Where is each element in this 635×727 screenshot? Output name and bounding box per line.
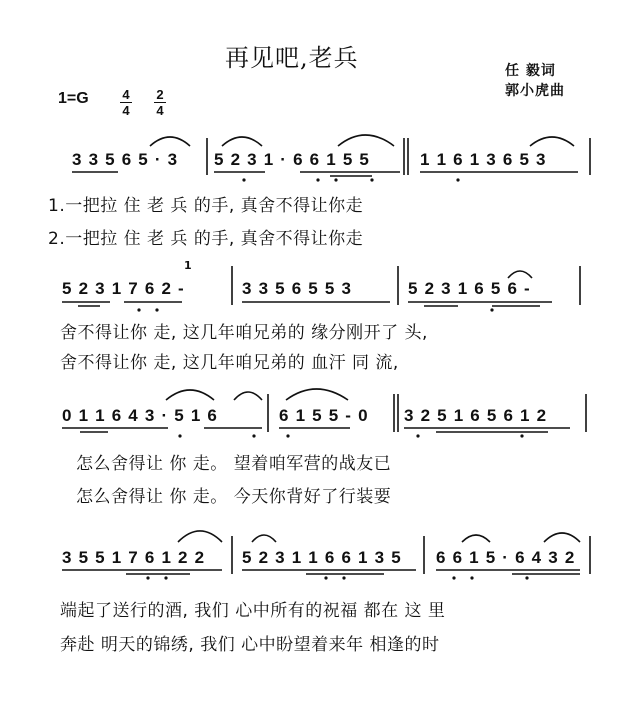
octave-dot (334, 178, 337, 181)
lyric-s3-verse1: 怎么舍得让 你 走。 望着咱军营的战友已 (76, 454, 392, 474)
octave-dot (525, 576, 528, 579)
lyric-s4-verse2: 奔赴 明天的锦绣, 我们 心中盼望着来年 相逢的时 (60, 635, 440, 655)
lyricist-credit: 任 毅词 (505, 63, 556, 79)
time-denominator: 4 (122, 103, 130, 118)
notes-s2-seg1: 5 2 3 1 7 6 2 - (62, 279, 185, 298)
composer-credit: 郭小虎曲 (505, 83, 565, 99)
slur (252, 535, 276, 542)
octave-dot (520, 434, 523, 437)
time-numerator: 2 (156, 87, 164, 102)
slur (178, 531, 222, 542)
notes-s4-seg3: 6 6 1 5 · 6 4 3 2 (436, 548, 576, 567)
octave-dot (242, 178, 245, 181)
octave-dot (316, 178, 319, 181)
slur (166, 390, 214, 400)
octave-dot (324, 576, 327, 579)
octave-dot (286, 434, 289, 437)
notes-s4-seg1: 3 5 5 1 7 6 1 2 2 (62, 548, 206, 567)
notes-s1-seg3: 1 1 6 1 3 6 5 3 (420, 150, 547, 169)
slur (544, 533, 580, 542)
song-title: 再见吧,老兵 (225, 44, 359, 72)
notes-s2-seg2: 3 3 5 6 5 5 3 (242, 279, 353, 298)
slur (508, 271, 532, 278)
notes-s2-seg3: 5 2 3 1 6 5 6 - (408, 279, 531, 298)
lyric-s4-verse1: 端起了送行的酒, 我们 心中所有的祝福 都在 这 里 (60, 601, 446, 621)
slur (338, 135, 394, 146)
octave-dot (416, 434, 419, 437)
octave-dot (252, 434, 255, 437)
lyric-s3-verse2: 怎么舍得让 你 走。 今天你背好了行装要 (76, 487, 392, 507)
slur (462, 535, 490, 542)
notes-s1-seg2: 5 2 3 1 · 6 6 1 5 5 (214, 150, 371, 169)
octave-dot (370, 178, 373, 181)
slur (222, 137, 262, 146)
octave-dot (155, 308, 158, 311)
time-denominator: 4 (156, 103, 164, 118)
key-signature: 1=G (58, 90, 89, 107)
octave-dot (452, 576, 455, 579)
slur (234, 392, 262, 400)
lyric-s2-verse2: 舍不得让你 走, 这几年咱兄弟的 血汗 同 流, (60, 353, 399, 373)
notes-s1-seg1: 3 3 5 6 5 · 3 (72, 150, 179, 169)
notes-s4-seg2: 5 2 3 1 1 6 6 1 3 5 (242, 548, 402, 567)
octave-dot (137, 308, 140, 311)
time-numerator: 4 (122, 87, 130, 102)
lyric-s1-verse2: 2.一把拉 住 老 兵 的手, 真舍不得让你走 (48, 229, 364, 249)
octave-dot (178, 434, 181, 437)
lyric-s1-verse1: 1.一把拉 住 老 兵 的手, 真舍不得让你走 (48, 196, 364, 216)
octave-dot (164, 576, 167, 579)
lyric-s2-verse1: 舍不得让你 走, 这几年咱兄弟的 缘分刚开了 头, (60, 323, 428, 343)
octave-dot (490, 308, 493, 311)
notes-s3-seg1: 0 1 1 6 4 3 · 5 1 6 (62, 406, 219, 425)
octave-dot (342, 576, 345, 579)
octave-dot (456, 178, 459, 181)
slur (150, 137, 190, 146)
notes-s3-seg3: 3 2 5 1 6 5 6 1 2 (404, 406, 548, 425)
notes-s3-seg2: 6 1 5 5 - 0 (279, 406, 369, 425)
slur (530, 137, 574, 146)
slur (286, 389, 348, 400)
grace-note: 1 (184, 259, 192, 272)
octave-dot (470, 576, 473, 579)
octave-dot (146, 576, 149, 579)
